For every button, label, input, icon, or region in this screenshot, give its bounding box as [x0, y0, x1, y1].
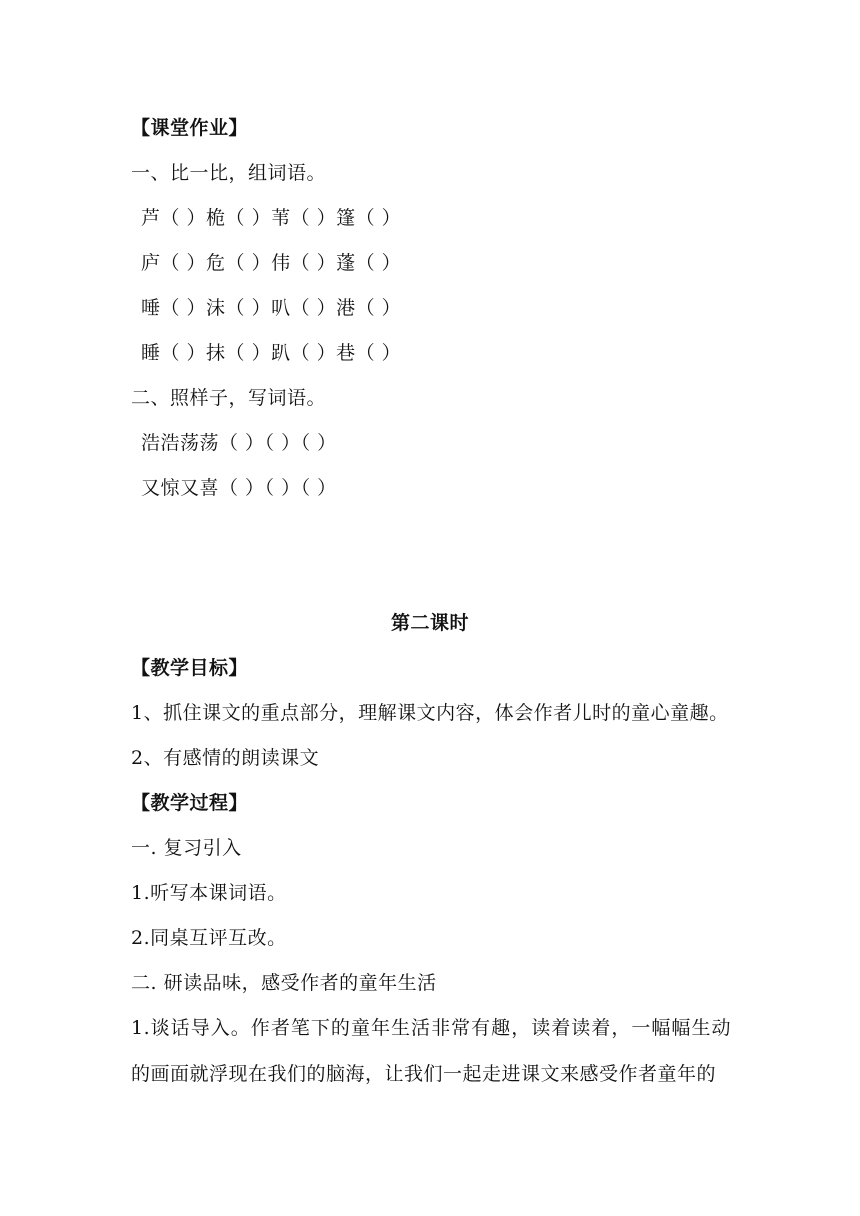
goal-item: 2、有感情的朗读课文	[131, 747, 320, 769]
step-1-item: 2.同桌互评互改。	[131, 927, 287, 949]
process-heading: 【教学过程】	[131, 792, 249, 814]
question-1-row: 芦（ ）桅（ ）苇（ ）篷（ ）	[141, 207, 402, 229]
lesson-title: 第二课时	[390, 612, 469, 634]
goal-item: 1、抓住课文的重点部分，理解课文内容，体会作者儿时的童心童趣。	[131, 702, 729, 724]
question-1-title: 一、比一比，组词语。	[131, 162, 327, 184]
question-2-row: 又惊又喜（ ）（ ）（ ）	[141, 477, 337, 499]
step-1-title: 一. 复习引入	[131, 837, 242, 859]
question-1-row: 睡（ ）抹（ ）趴（ ）巷（ ）	[141, 342, 402, 364]
question-2-row: 浩浩荡荡（ ）（ ）（ ）	[141, 432, 337, 454]
step-2-title: 二. 研读品味，感受作者的童年生活	[131, 972, 437, 994]
question-1-row: 唾（ ）沫（ ）叭（ ）港（ ）	[141, 297, 402, 319]
goals-heading: 【教学目标】	[131, 657, 249, 679]
question-2-title: 二、照样子，写词语。	[131, 387, 327, 409]
question-1-row: 庐（ ）危（ ）伟（ ）蓬（ ）	[141, 252, 402, 274]
classwork-heading: 【课堂作业】	[131, 117, 249, 139]
step-1-item: 1.听写本课词语。	[131, 882, 287, 904]
step-2-paragraph: 1.谈话导入。作者笔下的童年生活非常有趣，读着读着，一幅幅生动的画面就浮现在我们的脑海，让我们一起走进课文来感受作者童年的	[131, 1017, 731, 1085]
